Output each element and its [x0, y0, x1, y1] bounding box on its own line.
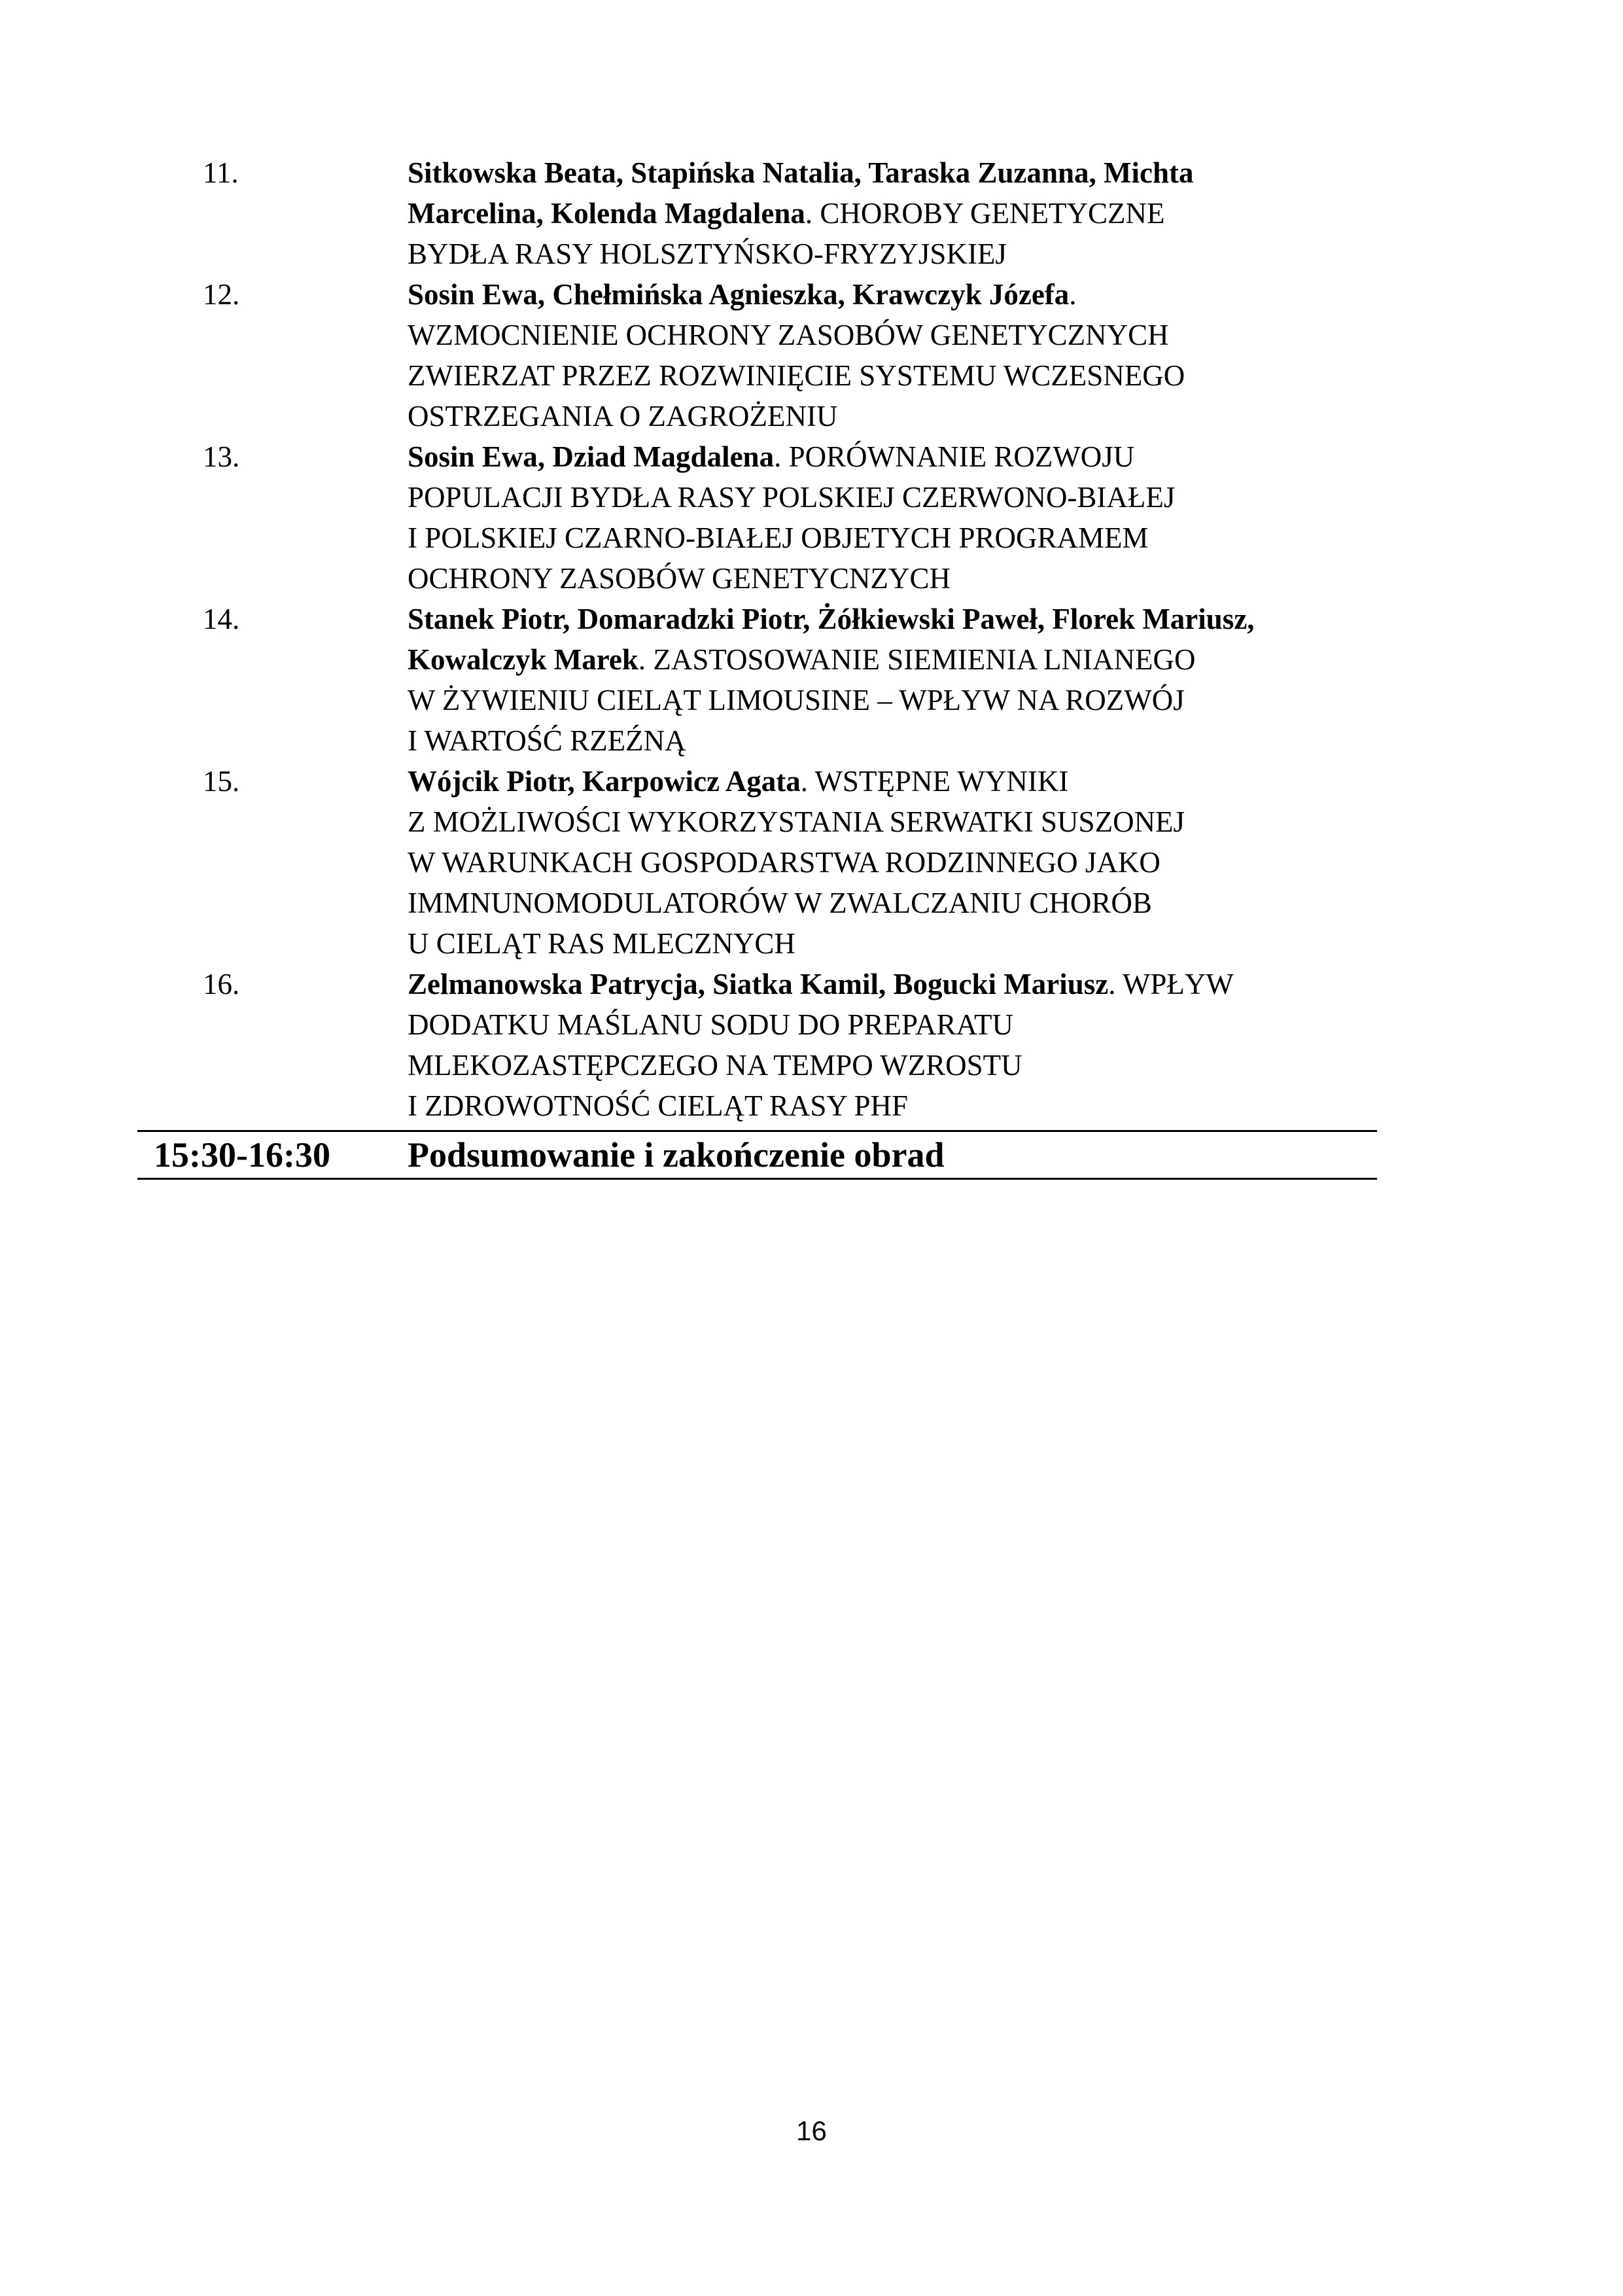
entry-authors: Sitkowska Beata, Stapińska Natalia, Taraska Zuzanna, Michta Marcelina, Kolenda Magdalena [408, 156, 1194, 230]
entry-authors: Sosin Ewa, Chełmińska Agnieszka, Krawczyk Józefa [408, 278, 1070, 311]
program-entry-11 [137, 152, 1377, 274]
closing-session-row [137, 1130, 1377, 1180]
entry-text [408, 964, 1336, 1126]
entry-number: 11. [203, 156, 239, 189]
program-entry-13 [137, 436, 1377, 599]
program-entry-16 [137, 964, 1377, 1126]
entry-text [408, 152, 1336, 274]
entry-authors: Stanek Piotr, Domaradzki Piotr, Żółkiewski Paweł, Florek Mariusz, Kowalczyk Marek [408, 603, 1255, 676]
entry-title: . WSTĘPNE WYNIKI Z MOŻLIWOŚCI WYKORZYSTANIA SERWATKI SUSZONEJ W WARUNKACH GOSPODARSTWA RODZINNEGO JAKO IMMNUNOMODULATORÓW W ZWALCZANIU CHORÓB U CIELĄT RAS MLECZNYCH [408, 765, 1185, 960]
entry-number: 13. [203, 440, 240, 473]
entry-title: . ZASTOSOWANIE SIEMIENIA LNIANEGO W ŻYWIENIU CIELĄT LIMOUSINE – WPŁYW NA ROZWÓJ I WARTOŚĆ RZEŹNĄ [408, 643, 1196, 757]
entry-authors: Wójcik Piotr, Karpowicz Agata [408, 765, 801, 798]
entry-number: 12. [203, 278, 240, 311]
entry-authors: Sosin Ewa, Dziad Magdalena [408, 440, 775, 473]
entry-title: . PORÓWNANIE ROZWOJU POPULACJI BYDŁA RASY POLSKIEJ CZERWONO-BIAŁEJ I POLSKIEJ CZARNO-BIAŁEJ OBJETYCH PROGRAMEM OCHRONY ZASOBÓW GENETYCNZYCH [408, 440, 1176, 595]
page-number: 16 [796, 2115, 827, 2146]
entry-number: 14. [203, 603, 240, 635]
program-list [137, 152, 1377, 1180]
program-entry-15 [137, 761, 1377, 964]
entry-text [408, 599, 1336, 761]
closing-session-title: Podsumowanie i zakończenie obrad [408, 1135, 945, 1174]
program-entry-12 [137, 274, 1377, 436]
closing-session-time: 15:30-16:30 [154, 1135, 330, 1174]
program-entry-14 [137, 599, 1377, 761]
entry-title: . WPŁYW DODATKU MAŚLANU SODU DO PREPARATU MLEKOZASTĘPCZEGO NA TEMPO WZROSTU I ZDROWOTNOŚĆ CIELĄT RASY PHF [408, 968, 1234, 1122]
entry-title: . WZMOCNIENIE OCHRONY ZASOBÓW GENETYCZNYCH ZWIERZAT PRZEZ ROZWINIĘCIE SYSTEMU WCZESNEGO OSTRZEGANIA O ZAGROŻENIU [408, 278, 1185, 433]
entry-number: 16. [203, 968, 240, 1000]
entry-title: . CHOROBY GENETYCZNE BYDŁA RASY HOLSZTYŃSKO-FRYZYJSKIEJ [408, 197, 1165, 270]
entry-authors: Zelmanowska Patrycja, Siatka Kamil, Bogucki Mariusz [408, 968, 1109, 1000]
entry-text [408, 274, 1336, 436]
entry-number: 15. [203, 765, 240, 798]
entry-text [408, 436, 1336, 599]
entry-text [408, 761, 1336, 964]
